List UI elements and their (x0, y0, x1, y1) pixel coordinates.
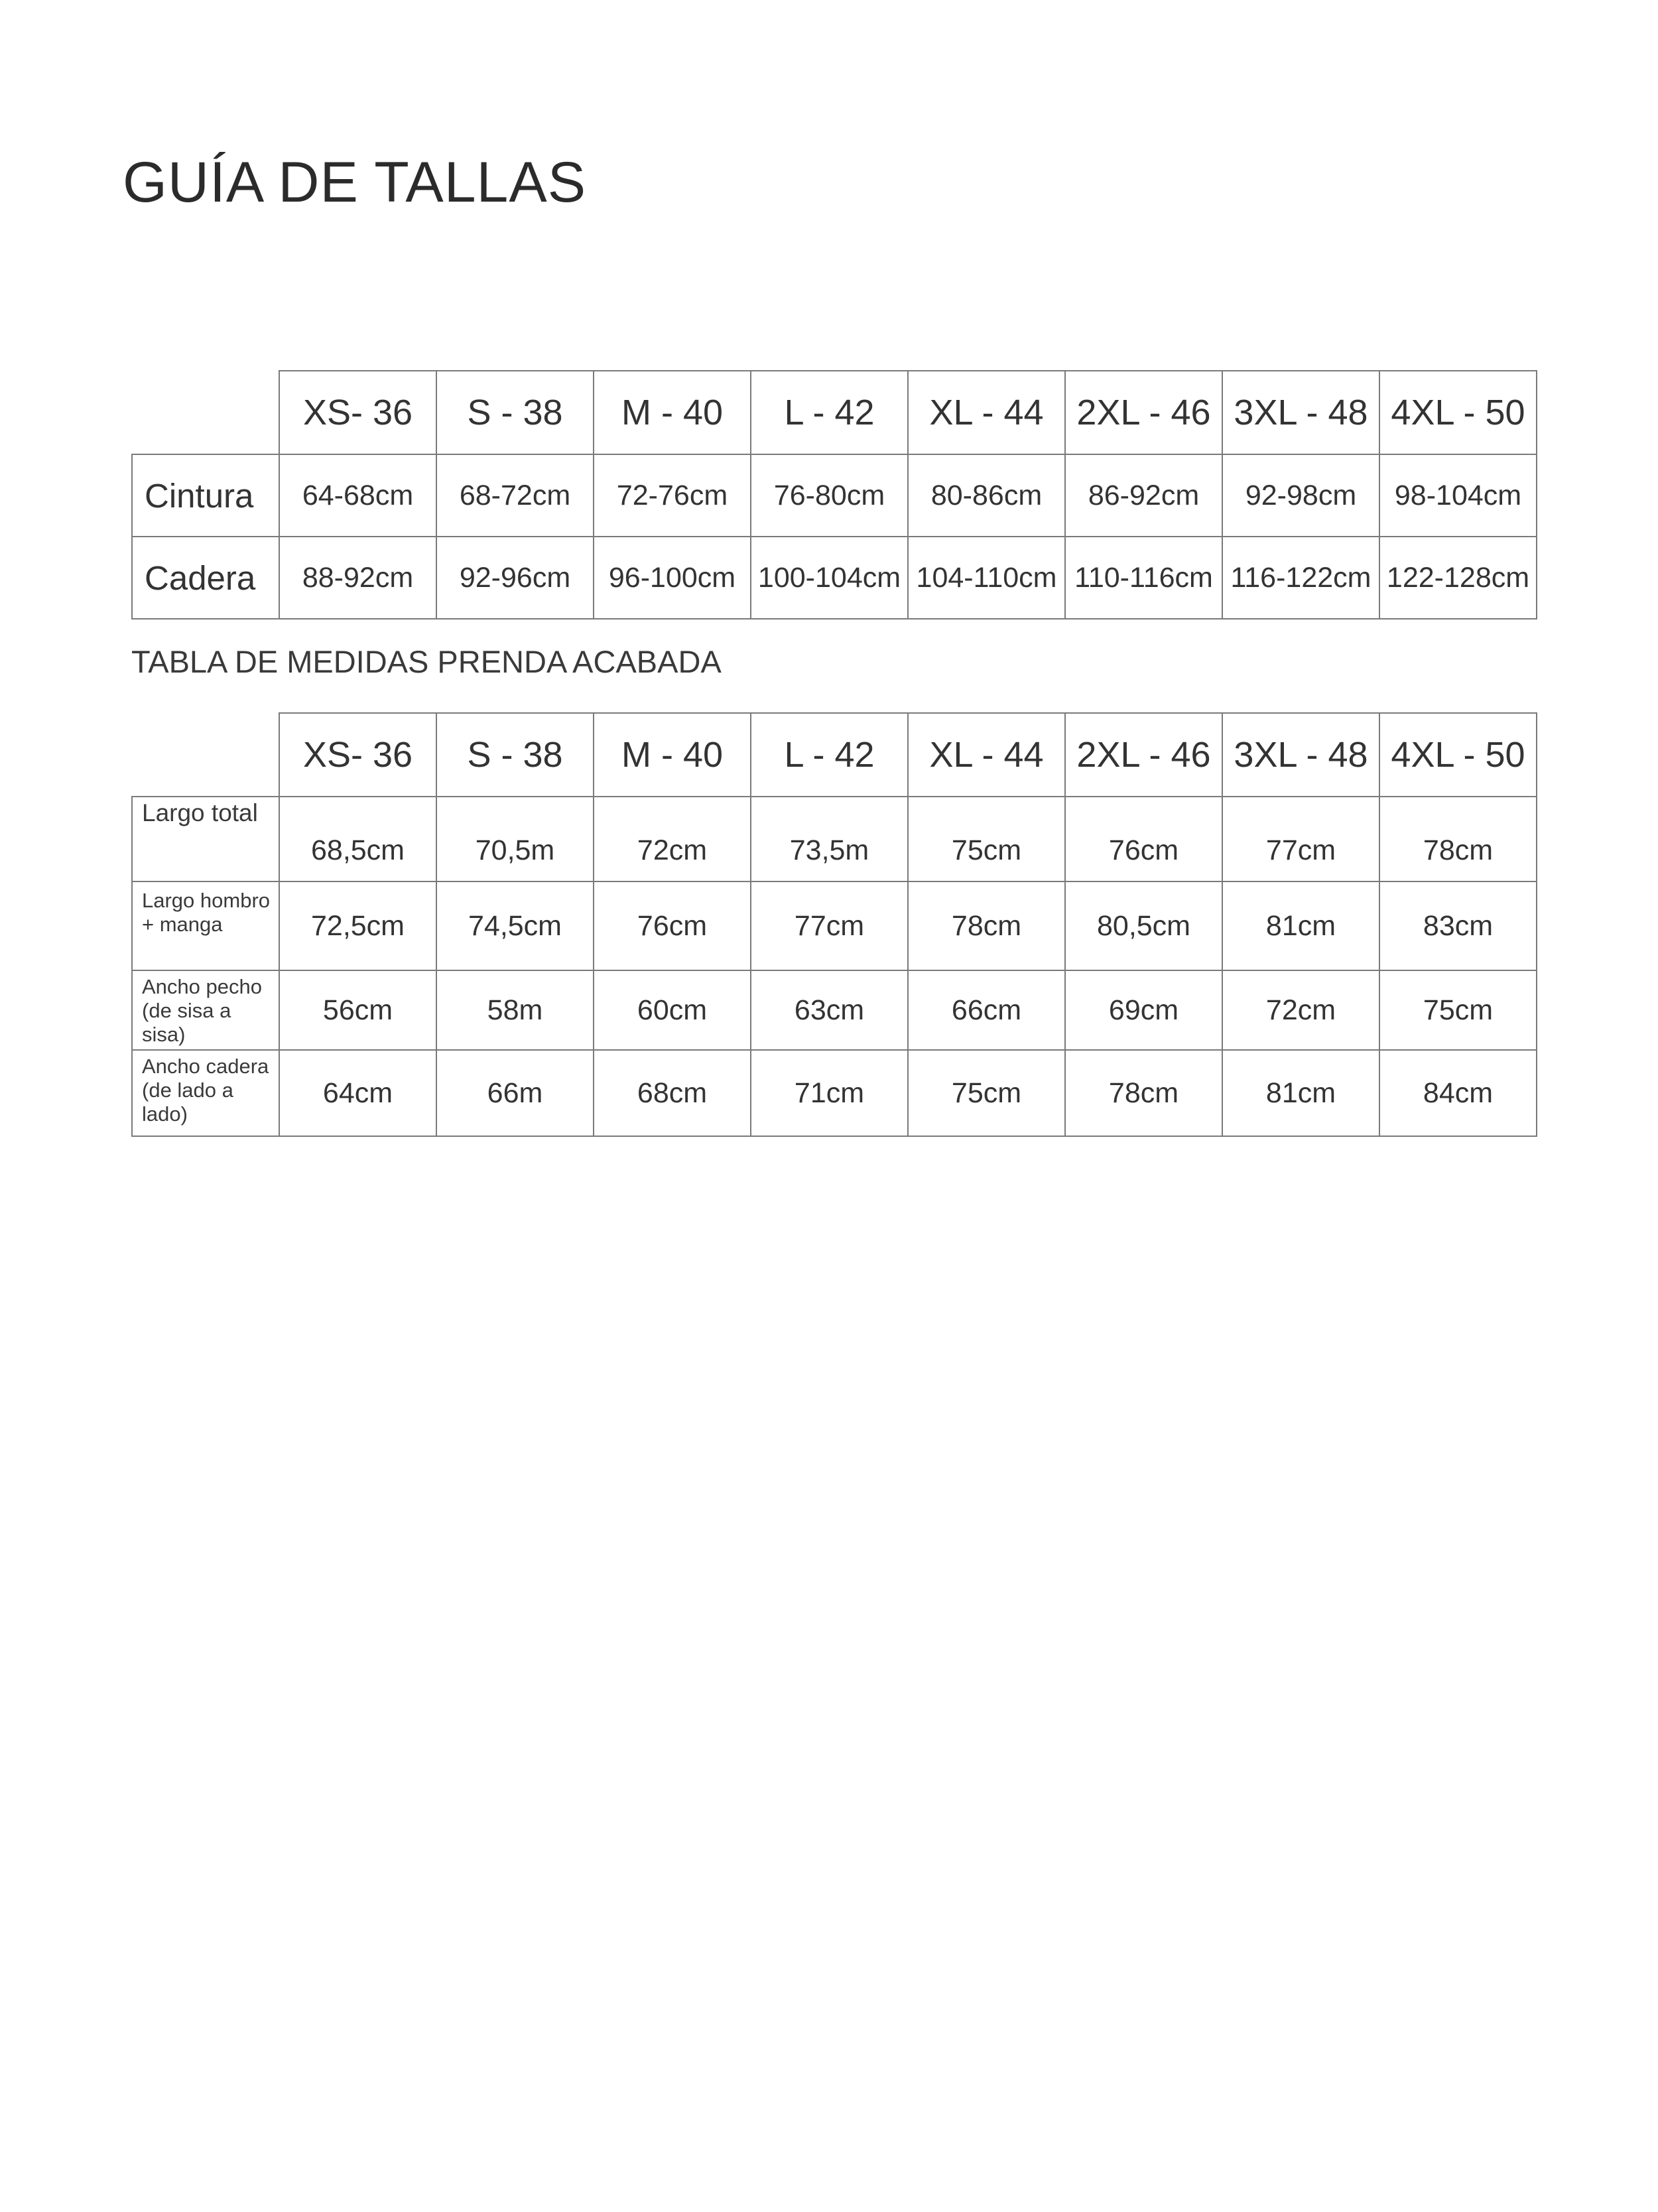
size-header: M - 40 (594, 713, 751, 797)
measure-cell: 72-76cm (594, 454, 751, 537)
measure-cell (279, 797, 436, 881)
table-row-largo-total (132, 797, 1537, 881)
size-header: L - 42 (751, 713, 908, 797)
table-row-cintura (132, 454, 1537, 537)
size-header: XL - 44 (908, 371, 1065, 454)
measure-cell: 71cm (751, 1050, 908, 1136)
measure-cell (594, 797, 751, 881)
measure-cell: 92-98cm (1222, 454, 1379, 537)
measure-cell: 64cm (279, 1050, 436, 1136)
measure-cell: 60cm (594, 970, 751, 1050)
measure-value: 68,5cm (310, 834, 405, 866)
empty-corner-cell (132, 371, 279, 454)
measure-cell: 80-86cm (908, 454, 1065, 537)
size-header: 2XL - 46 (1065, 371, 1222, 454)
measure-cell: 78cm (908, 881, 1065, 970)
table-row-ancho-pecho (132, 970, 1537, 1050)
row-label: Cintura (132, 454, 279, 537)
measure-cell: 76-80cm (751, 454, 908, 537)
size-header: L - 42 (751, 371, 908, 454)
measure-cell: 100-104cm (751, 537, 908, 619)
measure-cell: 58m (436, 970, 594, 1050)
measure-cell: 66m (436, 1050, 594, 1136)
garment-section-title: TABLA DE MEDIDAS PRENDA ACABADA (131, 644, 722, 679)
row-label: Ancho cadera (de lado a lado) (132, 1050, 279, 1136)
empty-corner-cell (132, 713, 279, 797)
size-header: XS- 36 (279, 371, 436, 454)
measure-cell (436, 797, 594, 881)
size-header: XL - 44 (908, 713, 1065, 797)
size-header: S - 38 (436, 371, 594, 454)
measure-cell: 81cm (1222, 1050, 1379, 1136)
measure-value: 78cm (1423, 834, 1494, 866)
row-label: Ancho pecho (de sisa a sisa) (132, 970, 279, 1050)
measure-cell (751, 797, 908, 881)
size-header: S - 38 (436, 713, 594, 797)
size-header: M - 40 (594, 371, 751, 454)
size-header-row (132, 371, 1537, 454)
row-label: Cadera (132, 537, 279, 619)
measure-cell: 122-128cm (1379, 537, 1537, 619)
measure-cell (1379, 797, 1537, 881)
size-header: 4XL - 50 (1379, 713, 1537, 797)
measure-cell: 75cm (908, 1050, 1065, 1136)
measure-cell: 96-100cm (594, 537, 751, 619)
measure-value: 73,5m (789, 834, 869, 866)
measure-cell: 83cm (1379, 881, 1537, 970)
measure-cell (1065, 797, 1222, 881)
measure-cell: 77cm (751, 881, 908, 970)
measure-value: 76cm (1108, 834, 1179, 866)
measure-cell: 88-92cm (279, 537, 436, 619)
measure-cell: 92-96cm (436, 537, 594, 619)
size-header: 4XL - 50 (1379, 371, 1537, 454)
measure-cell: 98-104cm (1379, 454, 1537, 537)
measure-cell: 110-116cm (1065, 537, 1222, 619)
size-header: 2XL - 46 (1065, 713, 1222, 797)
measure-cell: 68-72cm (436, 454, 594, 537)
measure-value: 75cm (951, 834, 1022, 866)
measure-cell: 63cm (751, 970, 908, 1050)
measure-cell: 80,5cm (1065, 881, 1222, 970)
measure-cell (1222, 797, 1379, 881)
measure-value: 72cm (637, 834, 708, 866)
measure-cell: 74,5cm (436, 881, 594, 970)
measure-cell: 56cm (279, 970, 436, 1050)
measure-cell: 68cm (594, 1050, 751, 1136)
measure-value: 70,5m (475, 834, 555, 866)
row-label: Largo hombro + manga (132, 881, 279, 970)
measure-cell: 69cm (1065, 970, 1222, 1050)
size-header: XS- 36 (279, 713, 436, 797)
measure-cell: 76cm (594, 881, 751, 970)
measure-cell (908, 797, 1065, 881)
measure-cell: 81cm (1222, 881, 1379, 970)
size-header: 3XL - 48 (1222, 371, 1379, 454)
measure-cell: 75cm (1379, 970, 1537, 1050)
body-measures-table (131, 370, 1537, 619)
page-title: GUÍA DE TALLAS (123, 151, 587, 214)
measure-cell: 104-110cm (908, 537, 1065, 619)
garment-measures-table (131, 712, 1537, 1137)
table-row-ancho-cadera (132, 1050, 1537, 1136)
measure-cell: 86-92cm (1065, 454, 1222, 537)
measure-cell: 84cm (1379, 1050, 1537, 1136)
measure-cell: 72cm (1222, 970, 1379, 1050)
measure-value: 77cm (1265, 834, 1336, 866)
measure-cell: 78cm (1065, 1050, 1222, 1136)
row-label: Largo total (132, 797, 279, 881)
table-row-cadera (132, 537, 1537, 619)
table-row-largo-hombro-manga (132, 881, 1537, 970)
measure-cell: 72,5cm (279, 881, 436, 970)
size-header: 3XL - 48 (1222, 713, 1379, 797)
measure-cell: 66cm (908, 970, 1065, 1050)
measure-cell: 64-68cm (279, 454, 436, 537)
size-header-row (132, 713, 1537, 797)
measure-cell: 116-122cm (1222, 537, 1379, 619)
